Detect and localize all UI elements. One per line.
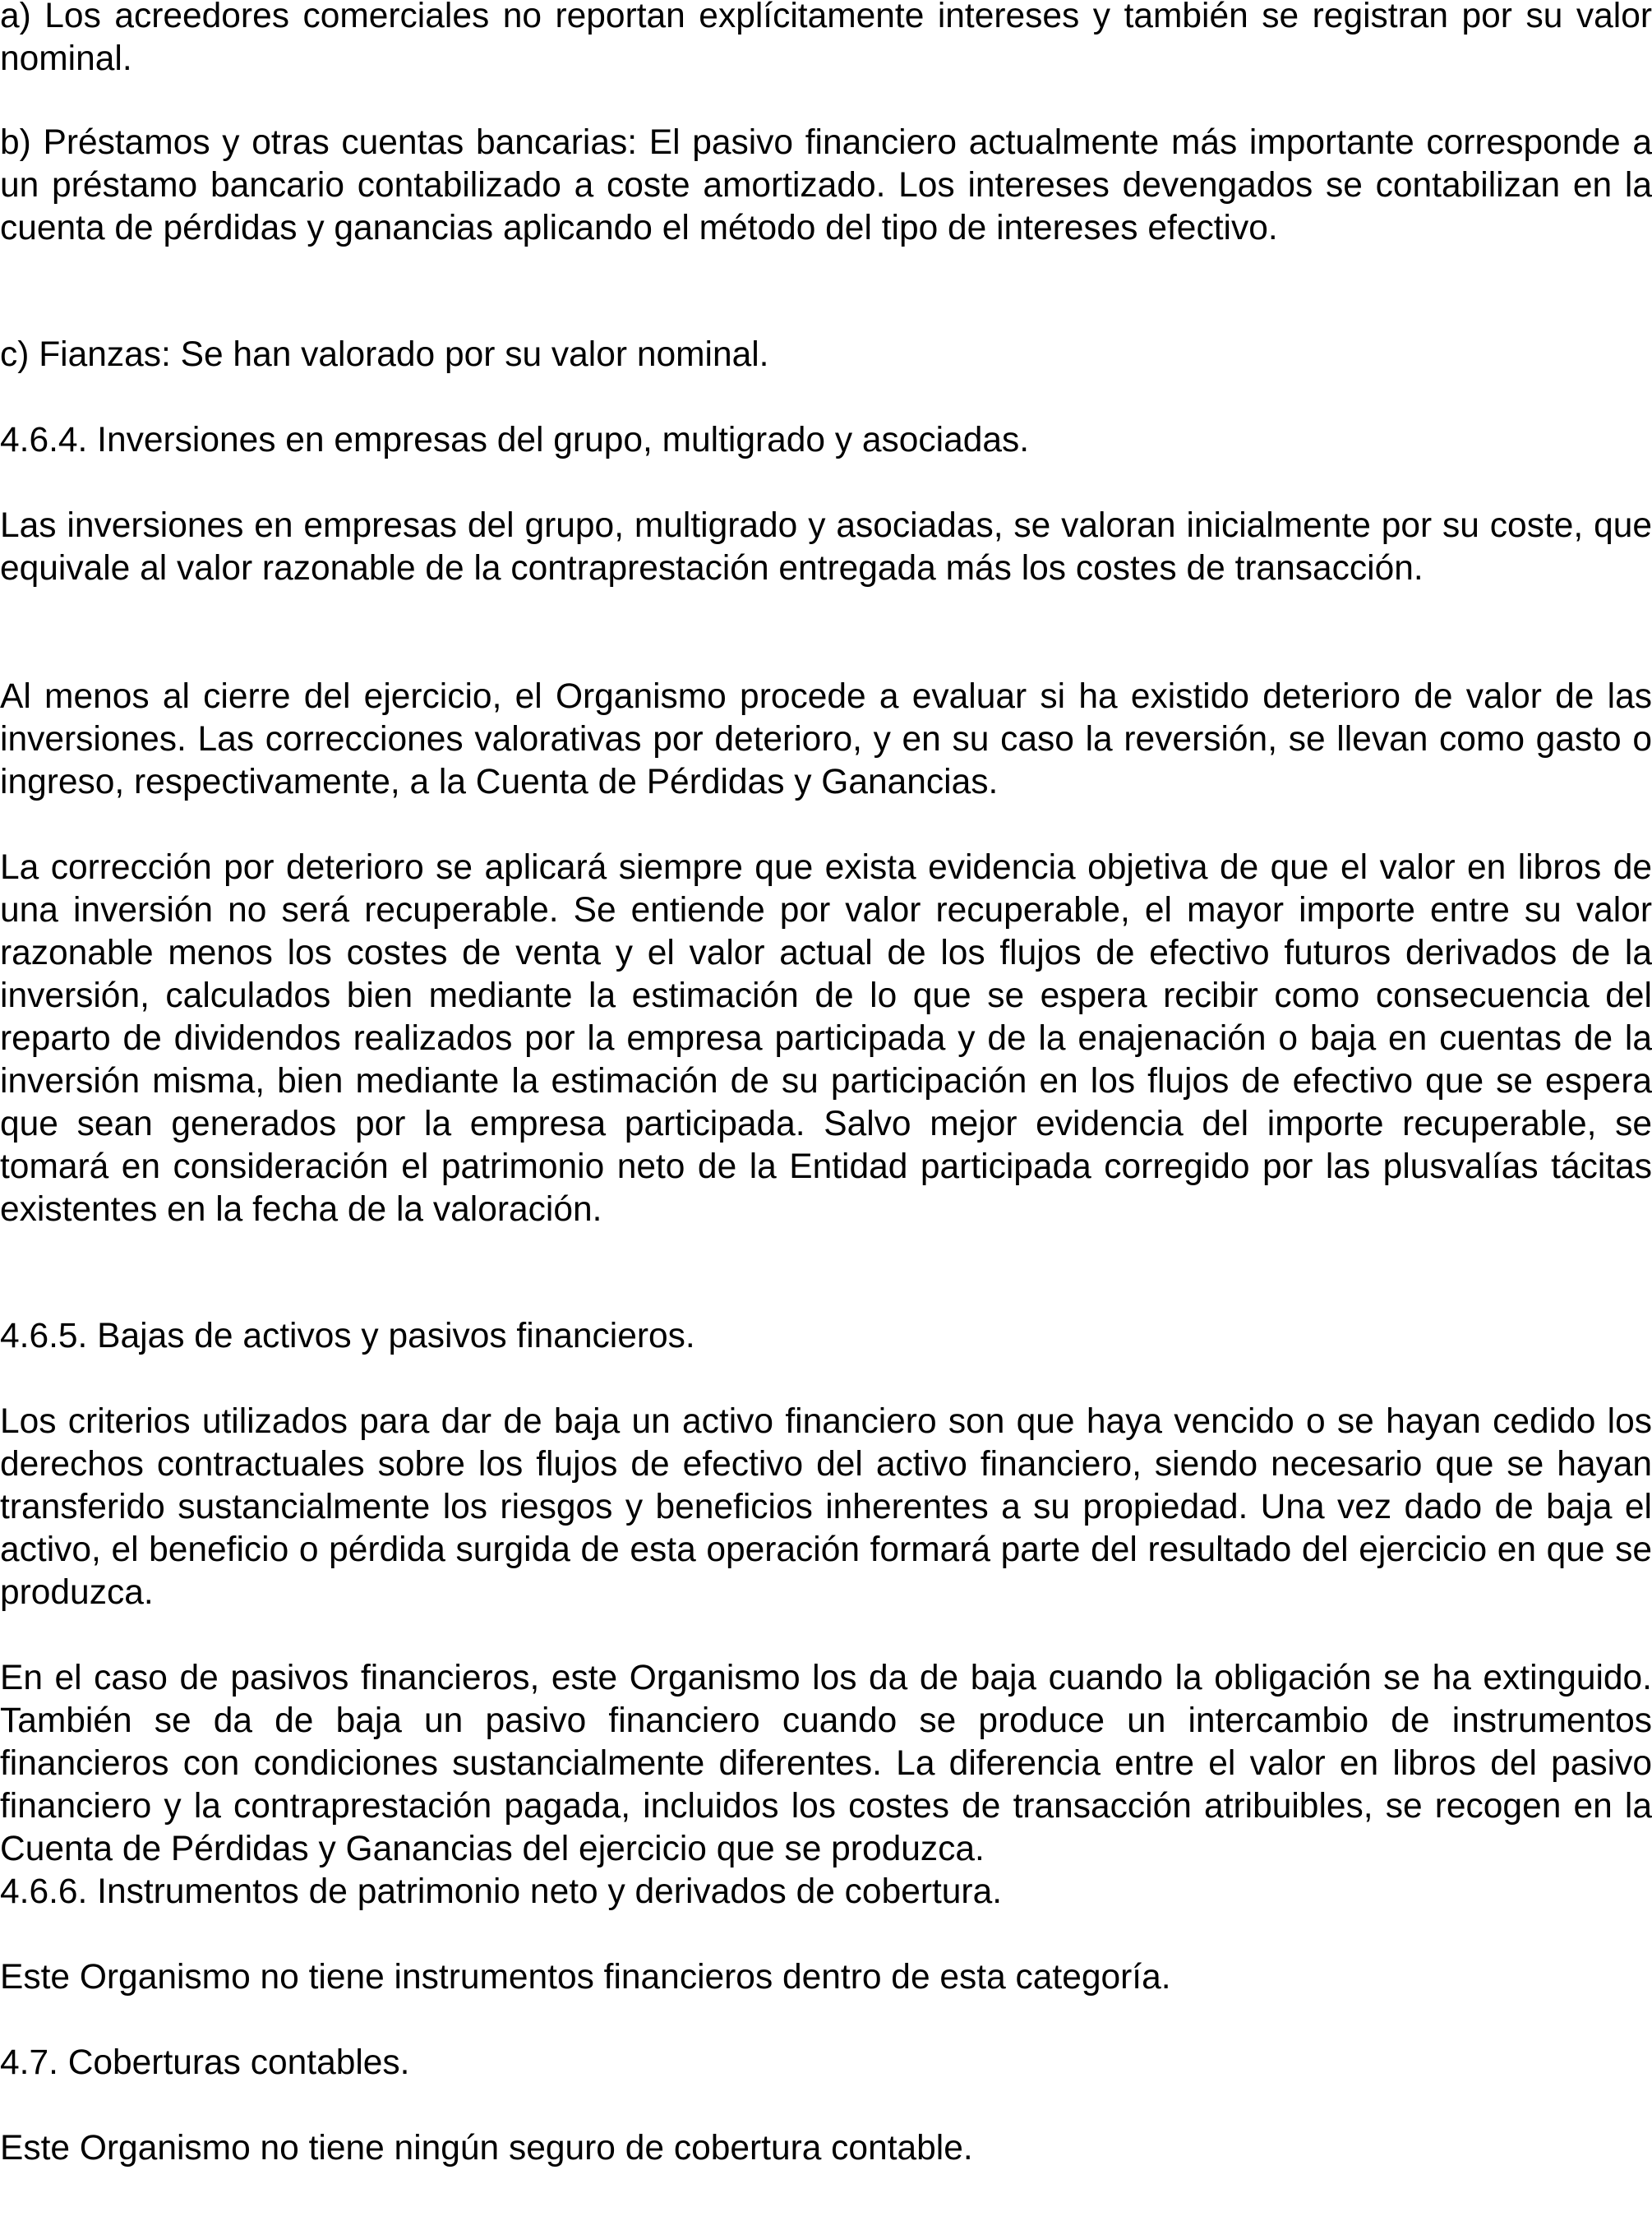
paragraph-investments-valuation: Las inversiones en empresas del grupo, multigrado y asociadas, se valoran inicialmente por su coste, que equivale al valor razonable de la contraprestación entregada más los costes de transacción. (0, 506, 1652, 588)
section-heading-4-7: 4.7. Coberturas contables. (0, 2043, 410, 2082)
paragraph-derecognition-liabilities: En el caso de pasivos financieros, este Organismo los da de baja cuando la obligación se ha extinguido. También se da de baja un pasivo financiero cuando se produce un intercambio de instrumentos financieros con condiciones sustancialmente diferentes. La diferencia entre el valor en libros del pasivo financiero y la contraprestación pagada, incluidos los costes de transacción atribuibles, se recogen en la Cuenta de Pérdidas y Ganancias del ejercicio que se produzca. (0, 1659, 1652, 1868)
paragraph-derecognition-assets: Los criterios utilizados para dar de baja un activo financiero son que haya vencido o se hayan cedido los derechos contractuales sobre los flujos de efectivo del activo financiero, siendo necesario que se hayan transferido sustancialmente los riesgos y beneficios inherentes a su propiedad. Una vez dado de baja el activo, el beneficio o pérdida surgida de esta operación formará parte del resultado del ejercicio en que se produzca. (0, 1402, 1652, 1612)
paragraph-no-hedging: Este Organismo no tiene ningún seguro de cobertura contable. (0, 2129, 973, 2168)
paragraph-bank-loans: b) Préstamos y otras cuentas bancarias: El pasivo financiero actualmente más importante corresponde a un préstamo bancario contabilizado a coste amortizado. Los intereses devengados se contabilizan en la cuenta de pérdidas y ganancias aplicando el método del tipo de intereses efectivo. (0, 123, 1652, 247)
paragraph-impairment-correction: La corrección por deterioro se aplicará siempre que exista evidencia objetiva de que el valor en libros de una inversión no será recuperable. Se entiende por valor recuperable, el mayor importe entre su valor razonable menos los costes de venta y el valor actual de los flujos de efectivo futuros derivados de la inversión, calculados bien mediante la estimación de lo que se espera recibir como consecuencia del reparto de dividendos realizados por la empresa participada y de la enajenación o baja en cuentas de la inversión misma, bien mediante la estimación de su participación en los flujos de efectivo que se espera que sean generados por la empresa participada. Salvo mejor evidencia del importe recuperable, se tomará en consideración el patrimonio neto de la Entidad participada corregido por las plusvalías tácitas existentes en la fecha de la valoración. (0, 848, 1652, 1229)
paragraph-impairment-evaluation: Al menos al cierre del ejercicio, el Organismo procede a evaluar si ha existido deterioro de valor de las inversiones. Las correcciones valorativas por deterioro, y en su caso la reversión, se llevan como gasto o ingreso, respectivamente, a la Cuenta de Pérdidas y Ganancias. (0, 677, 1652, 801)
paragraph-deposits: c) Fianzas: Se han valorado por su valor nominal. (0, 335, 769, 374)
section-heading-4-6-5: 4.6.5. Bajas de activos y pasivos financieros. (0, 1317, 695, 1355)
paragraph-trade-creditors: a) Los acreedores comerciales no reportan explícitamente intereses y también se registran por su valor nominal. (0, 0, 1652, 78)
paragraph-no-instruments: Este Organismo no tiene instrumentos financieros dentro de esta categoría. (0, 1958, 1171, 1997)
section-heading-4-6-6: 4.6.6. Instrumentos de patrimonio neto y derivados de cobertura. (0, 1872, 1003, 1911)
section-heading-4-6-4: 4.6.4. Inversiones en empresas del grupo, multigrado y asociadas. (0, 421, 1030, 459)
